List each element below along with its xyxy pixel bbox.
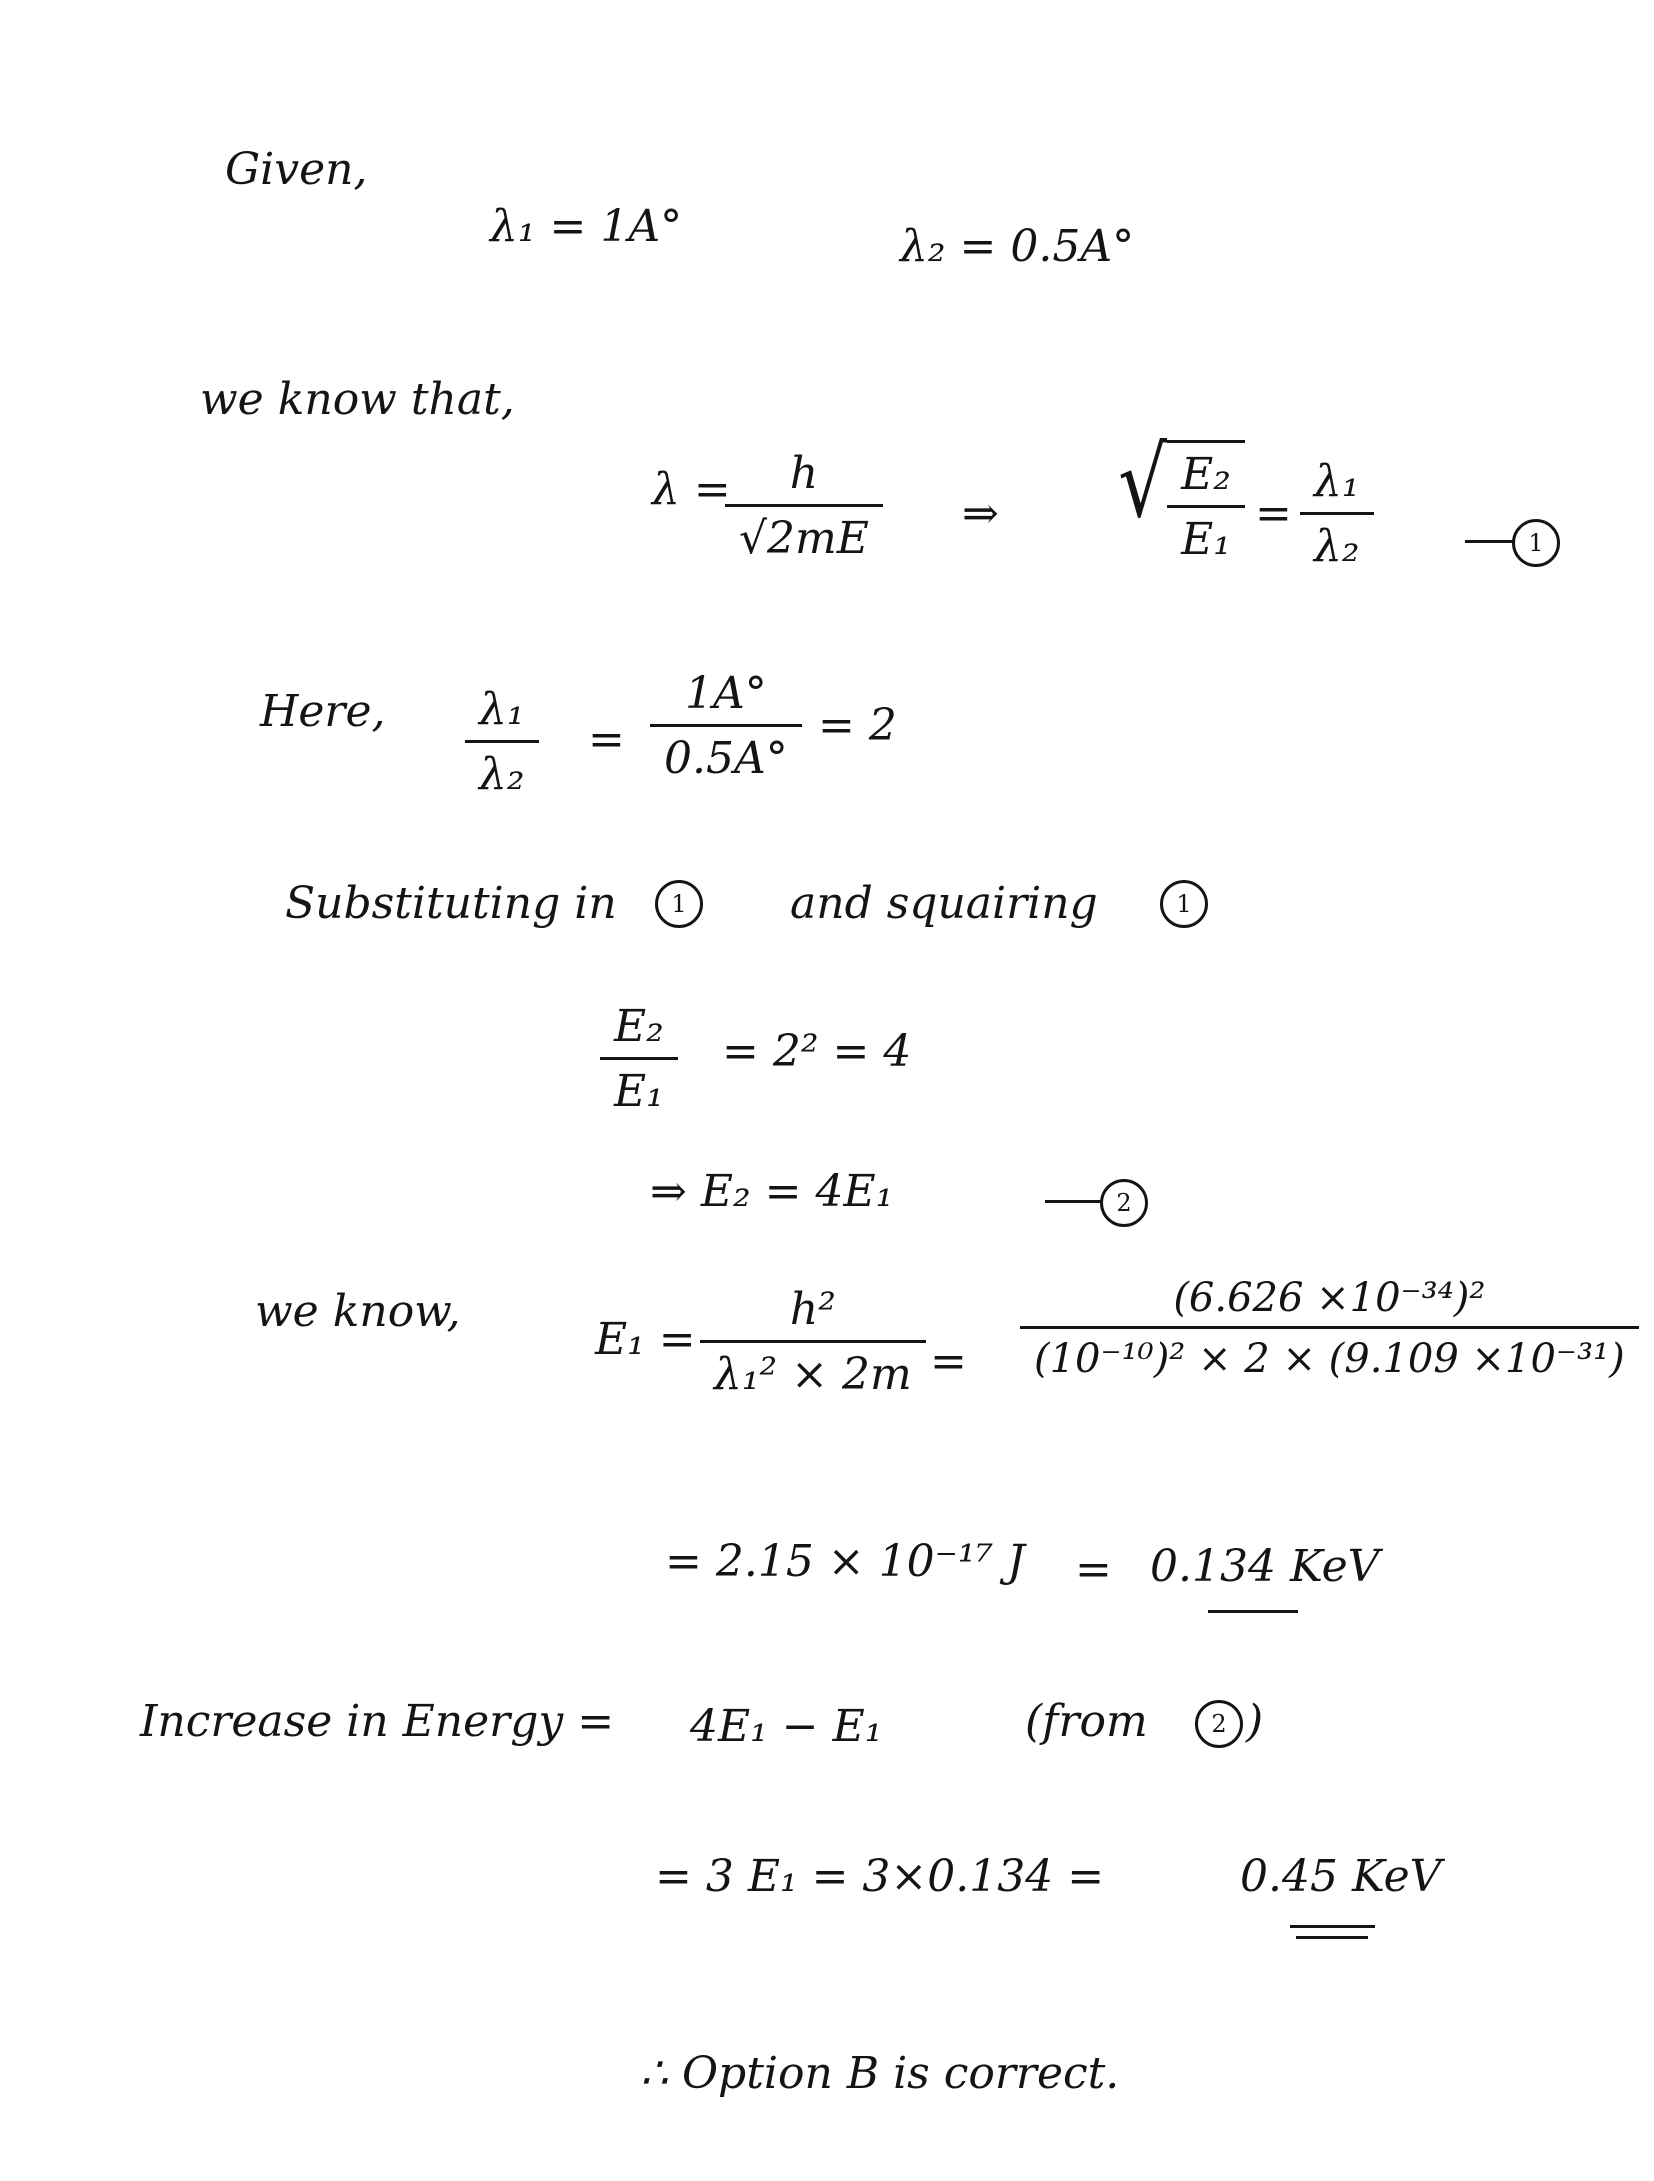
sqrt-body [1167,440,1245,565]
e1-lhs: E₁ = [595,1314,696,1365]
conclusion: ∴ Option B is correct. [640,2048,1120,2099]
e1-kev-value: 0.134 KeV [1150,1541,1380,1592]
here-ratio-fraction [465,684,539,800]
lambda-lhs: λ = [652,464,731,515]
given-label: Given, [225,144,368,195]
e-ratio-numerator: E₂ [614,1001,664,1052]
increase-label: Increase in Energy = [140,1696,615,1747]
de-broglie-denominator [725,504,883,564]
substituting-ref-1: 1 [655,880,703,928]
final-underline-2 [1296,1936,1368,1939]
here-ratio-denominator: λ₂ [465,740,539,797]
here-value-denominator: 0.5A° [650,724,802,781]
equation-tag-2: 2 [1100,1179,1148,1227]
here-value-numerator: 1A° [684,668,767,719]
e1-values-fraction [1020,1275,1639,1382]
e1-values-numerator: (6.626 ×10⁻³⁴)² [1173,1275,1486,1321]
final-expression: = 3 E₁ = 3×0.134 = [655,1851,1105,1902]
we-know-label: we know, [255,1286,461,1337]
and-squaring-label: and squairing [790,878,1098,929]
energy-ratio-sqrt [1112,427,1245,565]
from-ref-2: 2 [1195,1700,1243,1748]
de-broglie-numerator: h [789,448,819,499]
e1-formula-fraction [700,1284,926,1400]
here-label: Here, [260,686,386,737]
kev-underline [1208,1610,1298,1613]
lambda2-given: λ₂ = 0.5A° [900,221,1135,272]
e1-formula-numerator: h² [789,1284,836,1335]
energy-ratio-numerator: E₂ [1181,449,1231,500]
sqrt-symbol-icon: √ [1118,427,1168,539]
substituting-label: Substituting in [285,878,617,929]
e1-equals: = [930,1336,967,1387]
de-broglie-fraction [725,448,883,564]
here-ratio-numerator: λ₁ [479,684,525,735]
ratio-equals: = [1255,488,1292,539]
implies-arrow: ⇒ [962,488,999,539]
e1-joules: = 2.15 × 10⁻¹⁷ J [665,1536,1025,1587]
sqrt-argument: 2mE [767,513,869,564]
lambda1-given: λ₁ = 1A° [490,201,683,252]
e2-relation: ⇒ E₂ = 4E₁ [650,1166,894,1217]
e1-second-equals: = [1075,1544,1112,1595]
equation-tag-1: 1 [1512,519,1560,567]
e-ratio-denominator: E₁ [600,1057,678,1114]
wavelength-ratio-numerator: λ₁ [1314,456,1360,507]
e1-formula-denominator: λ₁² × 2m [700,1340,926,1397]
energy-ratio-fraction [1167,449,1245,565]
from-close-paren: ) [1246,1696,1264,1747]
we-know-that-label: we know that, [200,374,515,425]
here-result: = 2 [818,700,897,751]
from-label: (from [1025,1696,1148,1747]
energy-ratio-denominator: E₁ [1167,505,1245,562]
sqrt-symbol-icon: √ [739,513,768,564]
e-ratio-result: = 2² = 4 [722,1026,912,1077]
equation-tag-dash [1465,540,1513,543]
wavelength-ratio-denominator: λ₂ [1300,512,1374,569]
wavelength-ratio-fraction [1300,456,1374,572]
increase-expression: 4E₁ − E₁ [690,1701,883,1752]
final-underline-1 [1290,1925,1375,1928]
here-equals: = [588,714,625,765]
squaring-ref-1: 1 [1160,880,1208,928]
final-value: 0.45 KeV [1240,1851,1442,1902]
here-value-fraction [650,668,802,784]
e1-values-denominator: (10⁻¹⁰)² × 2 × (9.109 ×10⁻³¹) [1020,1326,1639,1379]
equation-tag-dash [1045,1200,1101,1203]
e-ratio-fraction [600,1001,678,1117]
